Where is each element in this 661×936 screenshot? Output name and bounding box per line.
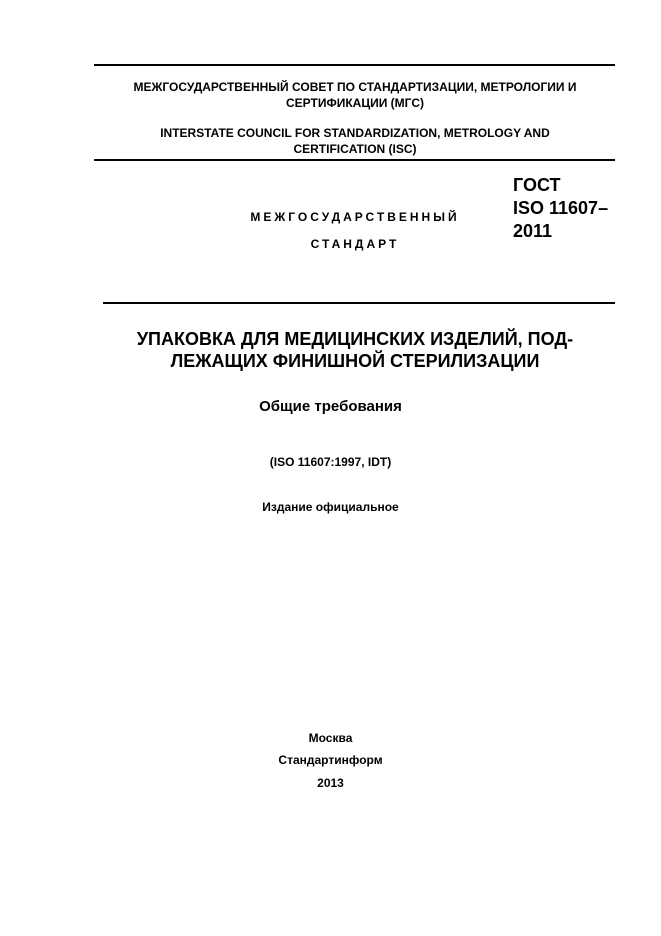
standard-kind-line-1: МЕЖГОСУДАРСТВЕННЫЙ <box>250 210 460 224</box>
council-name-en <box>96 125 614 157</box>
edition-note: Издание официальное <box>262 500 399 514</box>
top-rule <box>94 64 615 66</box>
imprint-publisher: Стандартинформ <box>278 753 383 767</box>
imprint-year: 2013 <box>317 776 344 790</box>
title-rule <box>103 302 615 304</box>
council-en-line-2: CERTIFICATION (ISC) <box>293 142 417 156</box>
standard-kind-line-2: СТАНДАРТ <box>310 237 400 251</box>
council-ru-line-2: СЕРТИФИКАЦИИ (МГС) <box>286 96 424 110</box>
title-line-2: ЛЕЖАЩИХ ФИНИШНОЙ СТЕРИЛИЗАЦИИ <box>170 351 540 371</box>
iso-reference: (ISO 11607:1997, IDT) <box>269 455 392 469</box>
council-rule <box>94 159 615 161</box>
gost-line-1: ГОСТ <box>513 175 561 195</box>
document-title <box>96 328 614 372</box>
document-subtitle: Общие требования <box>259 398 402 415</box>
council-en-line-1: INTERSTATE COUNCIL FOR STANDARDIZATION, METROLOGY AND <box>160 126 550 140</box>
gost-line-2: ISO 11607– <box>513 198 609 218</box>
gost-line-3: 2011 <box>513 221 553 241</box>
gost-designation <box>513 174 653 243</box>
council-ru-line-1: МЕЖГОСУДАРСТВЕННЫЙ СОВЕТ ПО СТАНДАРТИЗАЦИИ, МЕТРОЛОГИИ И <box>133 80 577 94</box>
title-line-1: УПАКОВКА ДЛЯ МЕДИЦИНСКИХ ИЗДЕЛИЙ, ПОД- <box>136 329 574 349</box>
imprint-city: Москва <box>308 731 353 745</box>
council-name-ru <box>96 79 614 111</box>
